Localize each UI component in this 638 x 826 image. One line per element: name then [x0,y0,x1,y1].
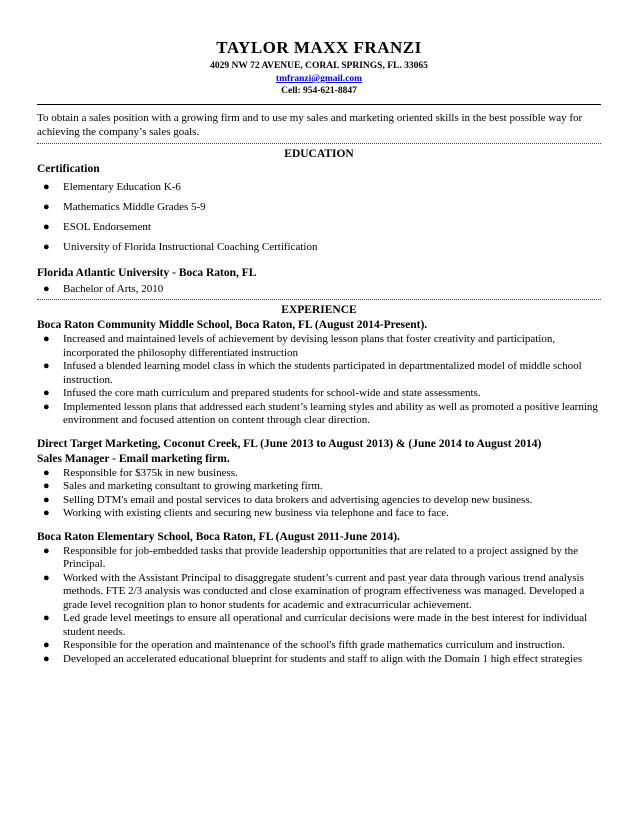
job-subheading: Sales Manager - Email marketing firm. [37,452,230,465]
job-bullets [37,467,601,521]
bullet-icon: ● [43,333,50,345]
bullet-icon: ● [43,387,50,399]
job-bullet: Infused a blended learning model class in which the students participated in departmentalized model of middle school instruction. [63,360,582,386]
section-divider [37,143,601,144]
bullet-icon: ● [43,652,50,665]
address: 4029 NW 72 AVENUE, CORAL SPRINGS, FL. 33065 [210,61,428,71]
list-item [37,217,601,237]
certification-item: Elementary Education K-6 [63,181,181,193]
cell-phone: Cell: 954-621-8847 [281,86,357,96]
bullet-icon: ● [43,466,50,479]
education-title: EDUCATION [284,148,354,160]
certification-item: Mathematics Middle Grades 5-9 [63,201,206,213]
job-heading: Boca Raton Elementary School, Boca Raton, FL (August 2011-June 2014). [37,530,400,543]
bullet-icon: ● [43,201,50,213]
list-item [37,401,601,428]
list-item [37,572,601,613]
resume-content [37,38,601,666]
job-bullet: Led grade level meetings to ensure all operational and curricular decisions were made in the best interest for individual student needs. [63,612,588,638]
job-heading: Boca Raton Community Middle School, Boca Raton, FL (August 2014-Present). [37,319,428,331]
experience-title: EXPERIENCE [281,304,357,316]
bullet-icon: ● [43,360,50,372]
list-item [37,197,601,217]
degree-item: Bachelor of Arts, 2010 [63,283,164,295]
bullet-icon: ● [43,544,50,557]
bullet-icon: ● [43,181,50,193]
list-item [37,281,601,298]
certification-item: ESOL Endorsement [63,221,151,233]
list-item [37,494,601,508]
list-item [37,237,601,257]
list-item [37,653,601,667]
bullet-icon: ● [43,493,50,506]
email-link[interactable]: tmfranzi@gmail.com [275,74,363,84]
list-item [37,507,601,521]
degree-list [37,281,601,298]
job-bullet: Increased and maintained levels of achievement by devising lesson plans that foster creativity and participation, incorporated the philosophy differentiated instruction [63,333,556,359]
resume-header [37,38,601,97]
job-bullet: Developed an accelerated educational blueprint for students and staff to align with the Domain 1 high effect strategies [63,652,583,665]
job-bullets [37,333,601,428]
bullet-icon: ● [43,571,50,584]
school-heading: Florida Atlantic University - Boca Raton, FL [37,267,257,279]
bullet-icon: ● [43,480,50,492]
job-bullet: Worked with the Assistant Principal to disaggregate student’s current and past year data through various trend analysis methods. FTE 2/3 analysis was conducted and close examination of program effectiveness was managed. Developed a grade level recognition plan to honor students for academic and extracurricular achievement. [63,571,585,611]
section-divider [37,299,601,300]
bullet-icon: ● [43,612,50,624]
list-item [37,467,601,481]
job-heading: Direct Target Marketing, Coconut Creek, FL (June 2013 to August 2013) & (June 2014 to August 2014) [37,437,542,450]
job-bullet: Responsible for job-embedded tasks that provide leadership opportunities that are related to a project assigned by the Principal. [63,544,579,570]
bullet-icon: ● [43,283,50,295]
list-item [37,333,601,360]
bullet-icon: ● [43,241,50,253]
candidate-name: TAYLOR MAXX FRANZI [216,38,422,57]
job-bullet: Responsible for the operation and maintenance of the school's fifth grade mathematics curriculum and instruction. [63,639,566,651]
bullet-icon: ● [43,400,50,413]
list-item [37,612,601,639]
job-bullet: Sales and marketing consultant to growing marketing firm. [63,480,323,492]
list-item [37,480,601,494]
job-bullet: Implemented lesson plans that addressed each student’s learning styles and ability as well as promoted a positive learning environment and focused attention on content through clear direction. [63,400,598,426]
list-item [37,387,601,401]
list-item [37,545,601,572]
certification-heading: Certification [37,163,100,175]
list-item [37,639,601,653]
objective-text: To obtain a sales position with a growing firm and to use my sales and marketing oriented skills in the best possible way for achieving the company’s sales goals. [37,112,583,138]
bullet-icon: ● [43,221,50,233]
list-item [37,177,601,197]
certification-item: University of Florida Instructional Coaching Certification [63,241,318,253]
header-divider [37,104,601,105]
bullet-icon: ● [43,507,50,519]
bullet-icon: ● [43,639,50,651]
certification-list [37,177,601,257]
job-bullet: Responsible for $375k in new business. [63,466,238,479]
list-item [37,360,601,387]
job-bullet: Infused the core math curriculum and prepared students for school-wide and state assessments. [63,387,481,399]
job-bullet: Working with existing clients and securing new business via telephone and face to face. [63,507,449,519]
job-bullet: Selling DTM's email and postal services to data brokers and advertising agencies to develop new business. [63,493,533,506]
job-bullets [37,545,601,667]
